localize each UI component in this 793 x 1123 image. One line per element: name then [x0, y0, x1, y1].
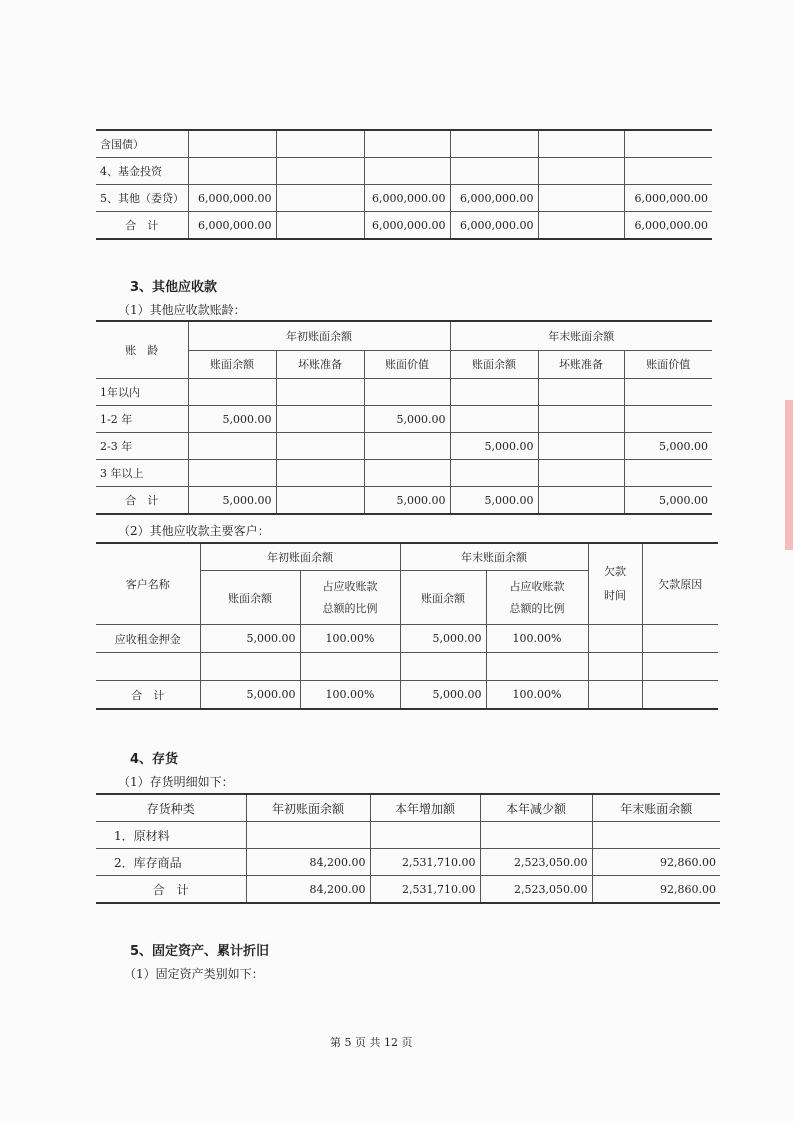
table-row	[96, 487, 712, 515]
table-cell	[188, 158, 276, 185]
table-cell: 100.00%	[486, 625, 588, 653]
table-cell: 5,000.00	[188, 487, 276, 515]
table-cell	[188, 460, 276, 487]
customer-sub-balance-begin: 账面余额	[200, 571, 300, 625]
row-label: 1．原材料	[96, 822, 246, 849]
table-cell: 84,200.00	[246, 876, 370, 904]
customer-sub-ratio-end: 占应收账款 总额的比例	[486, 571, 588, 625]
table-cell	[624, 379, 712, 406]
table-cell	[624, 158, 712, 185]
customer-header-reason: 欠款原因	[642, 543, 718, 625]
table-cell	[588, 681, 642, 710]
customer-sub-ratio-begin: 占应收账款 总额的比例	[300, 571, 400, 625]
table-cell	[188, 379, 276, 406]
table-cell	[450, 406, 538, 433]
table-cell	[538, 433, 624, 460]
row-label: 3 年以上	[96, 460, 188, 487]
table-cell	[480, 822, 592, 849]
table-cell	[276, 487, 364, 515]
table-cell	[450, 158, 538, 185]
customer-header-name: 客户名称	[96, 543, 200, 625]
table-row	[96, 433, 712, 460]
table-cell	[450, 130, 538, 158]
table-row	[96, 849, 720, 876]
table-cell	[276, 379, 364, 406]
table-cell	[276, 185, 364, 212]
inventory-table	[96, 793, 720, 904]
table-cell	[276, 212, 364, 240]
table-row	[96, 876, 720, 904]
table-cell: 5,000.00	[400, 625, 486, 653]
table-cell: 2,531,710.00	[370, 849, 480, 876]
table-row	[96, 406, 712, 433]
scan-edge-mark	[785, 400, 793, 550]
row-label	[96, 653, 200, 681]
table-cell: 5,000.00	[200, 625, 300, 653]
table-cell: 84,200.00	[246, 849, 370, 876]
aging-subheader: 账面余额	[188, 350, 276, 379]
table-cell: 6,000,000.00	[188, 212, 276, 240]
section-4-sub1: （1）存货明细如下：	[118, 775, 234, 789]
table-cell: 100.00%	[300, 625, 400, 653]
table-cell	[588, 653, 642, 681]
table-cell	[538, 406, 624, 433]
table-cell	[364, 379, 450, 406]
row-label: 1年以内	[96, 379, 188, 406]
table-cell	[364, 158, 450, 185]
table-cell	[450, 379, 538, 406]
row-label: 合 计	[96, 876, 246, 904]
row-label: 2．库存商品	[96, 849, 246, 876]
table-cell	[364, 433, 450, 460]
table-cell	[276, 433, 364, 460]
table-row	[96, 158, 712, 185]
table-cell: 5,000.00	[400, 681, 486, 710]
table-cell: 6,000,000.00	[364, 212, 450, 240]
table-cell	[624, 130, 712, 158]
aging-subheader: 坏账准备	[538, 350, 624, 379]
customer-header-begin: 年初账面余额	[200, 543, 400, 571]
table-cell: 6,000,000.00	[624, 212, 712, 240]
table-cell	[642, 681, 718, 710]
aging-subheader: 账面价值	[624, 350, 712, 379]
aging-subheader: 账面价值	[364, 350, 450, 379]
table-cell	[642, 653, 718, 681]
aging-subheader: 坏账准备	[276, 350, 364, 379]
table-cell	[538, 379, 624, 406]
table-cell: 6,000,000.00	[450, 185, 538, 212]
customer-table	[96, 542, 718, 710]
table-cell: 5,000.00	[364, 487, 450, 515]
table-cell	[486, 653, 588, 681]
aging-header-begin: 年初账面余额	[188, 321, 450, 350]
table-cell: 2,531,710.00	[370, 876, 480, 904]
table-cell: 2,523,050.00	[480, 849, 592, 876]
table-row	[96, 379, 712, 406]
section-3-sub2: （2）其他应收款主要客户：	[118, 524, 270, 538]
table-cell: 92,860.00	[592, 849, 720, 876]
section-3-title: 3、其他应收款	[130, 280, 218, 295]
table-cell: 5,000.00	[200, 681, 300, 710]
inventory-header: 本年增加额	[370, 794, 480, 822]
table-cell: 5,000.00	[624, 433, 712, 460]
row-label: 合 计	[96, 681, 200, 710]
table-cell	[400, 653, 486, 681]
aging-table	[96, 320, 712, 515]
inventory-header: 年末账面余额	[592, 794, 720, 822]
table-cell: 6,000,000.00	[188, 185, 276, 212]
table-cell	[538, 130, 624, 158]
section-3-sub1: （1）其他应收款账龄：	[118, 303, 246, 317]
table-cell	[538, 212, 624, 240]
aging-subheader: 账面余额	[450, 350, 538, 379]
row-label: 合 计	[96, 487, 188, 515]
table-cell	[188, 130, 276, 158]
table-cell	[300, 653, 400, 681]
table-row	[96, 212, 712, 240]
table-cell	[624, 460, 712, 487]
row-label: 1-2 年	[96, 406, 188, 433]
table-row	[96, 653, 718, 681]
section-5-sub1: （1）固定资产类别如下：	[124, 967, 264, 981]
table-cell: 100.00%	[300, 681, 400, 710]
table-cell	[364, 460, 450, 487]
row-label: 4、基金投资	[96, 158, 188, 185]
table-cell	[624, 406, 712, 433]
table-row	[96, 130, 712, 158]
table-row	[96, 625, 718, 653]
customer-sub-balance-end: 账面余额	[400, 571, 486, 625]
table-cell: 92,860.00	[592, 876, 720, 904]
table-row	[96, 822, 720, 849]
table-cell	[592, 822, 720, 849]
table-cell: 6,000,000.00	[450, 212, 538, 240]
inventory-header: 本年减少额	[480, 794, 592, 822]
section-4-title: 4、存货	[130, 752, 179, 767]
aging-header-age: 账 龄	[96, 321, 188, 379]
table-cell	[450, 460, 538, 487]
table-cell	[538, 185, 624, 212]
table-cell	[246, 822, 370, 849]
row-label: 合 计	[96, 212, 188, 240]
table-cell: 5,000.00	[188, 406, 276, 433]
inventory-header: 年初账面余额	[246, 794, 370, 822]
table-cell	[276, 130, 364, 158]
row-label: 2-3 年	[96, 433, 188, 460]
table-cell	[370, 822, 480, 849]
table-cell: 100.00%	[486, 681, 588, 710]
table-cell	[200, 653, 300, 681]
table-cell: 5,000.00	[364, 406, 450, 433]
table-cell	[538, 487, 624, 515]
table-cell: 2,523,050.00	[480, 876, 592, 904]
section-5-title: 5、固定资产、累计折旧	[130, 944, 270, 959]
table-row	[96, 460, 712, 487]
investment-table-continued	[96, 129, 712, 240]
table-cell	[364, 130, 450, 158]
table-row	[96, 681, 718, 710]
row-label: 应收租金押金	[96, 625, 200, 653]
table-cell	[276, 158, 364, 185]
table-cell: 5,000.00	[450, 487, 538, 515]
row-label: 5、其他（委贷）	[96, 185, 188, 212]
table-cell	[276, 460, 364, 487]
table-cell	[276, 406, 364, 433]
table-cell: 6,000,000.00	[624, 185, 712, 212]
inventory-header: 存货种类	[96, 794, 246, 822]
table-cell	[588, 625, 642, 653]
table-cell: 5,000.00	[624, 487, 712, 515]
customer-header-time: 欠款 时间	[588, 543, 642, 625]
customer-header-end: 年末账面余额	[400, 543, 588, 571]
table-cell	[538, 460, 624, 487]
page-footer: 第 5 页 共 12 页	[330, 1036, 413, 1049]
table-cell: 6,000,000.00	[364, 185, 450, 212]
table-cell	[642, 625, 718, 653]
table-cell: 5,000.00	[450, 433, 538, 460]
table-cell	[538, 158, 624, 185]
aging-header-end: 年末账面余额	[450, 321, 712, 350]
row-label: 含国债）	[96, 130, 188, 158]
table-row	[96, 185, 712, 212]
table-cell	[188, 433, 276, 460]
